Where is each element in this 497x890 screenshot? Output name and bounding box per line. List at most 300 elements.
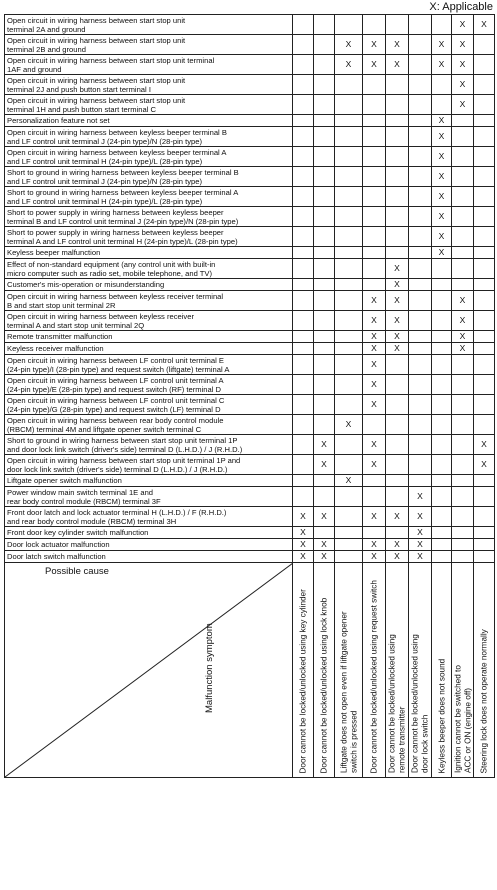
applicable-mark-cell <box>335 487 363 507</box>
applicable-mark-cell <box>314 167 335 187</box>
applicable-mark-cell <box>293 55 314 75</box>
table-row <box>5 507 495 527</box>
applicable-mark-cell <box>335 375 363 395</box>
applicable-mark-cell <box>314 95 335 115</box>
applicable-mark-cell: X <box>386 55 409 75</box>
table-row <box>5 415 495 435</box>
table-row <box>5 311 495 331</box>
diagonal-header-cell <box>5 563 293 778</box>
applicable-mark-cell <box>409 167 432 187</box>
applicable-mark-cell <box>293 207 314 227</box>
applicable-mark-cell <box>474 279 495 291</box>
symptom-header-cell <box>363 563 386 778</box>
applicable-mark-cell: X <box>363 435 386 455</box>
possible-cause-cell: Open circuit in wiring harness between keyless receiver terminal A and start stop unit terminal 2Q <box>5 311 293 331</box>
possible-cause-cell: Front door key cylinder switch malfunction <box>5 527 293 539</box>
table-row <box>5 551 495 563</box>
table-row <box>5 279 495 291</box>
applicable-mark-cell <box>474 247 495 259</box>
applicable-mark-cell: X <box>409 539 432 551</box>
applicable-mark-cell <box>335 279 363 291</box>
applicable-mark-cell <box>363 227 386 247</box>
applicable-mark-cell <box>432 507 452 527</box>
applicable-mark-cell <box>293 227 314 247</box>
applicable-mark-cell <box>432 279 452 291</box>
table-row <box>5 487 495 507</box>
possible-cause-cell: Door latch switch malfunction <box>5 551 293 563</box>
applicable-mark-cell: X <box>432 55 452 75</box>
applicable-mark-cell <box>335 311 363 331</box>
applicable-mark-cell: X <box>363 35 386 55</box>
possible-cause-cell: Effect of non-standard equipment (any control unit with built-in micro computer such as radio set, mobile telephone, and TV) <box>5 259 293 279</box>
applicable-mark-cell: X <box>293 551 314 563</box>
applicable-mark-cell: X <box>432 167 452 187</box>
applicable-mark-cell <box>386 147 409 167</box>
applicable-mark-cell: X <box>474 15 495 35</box>
applicable-mark-cell: X <box>432 207 452 227</box>
table-row <box>5 55 495 75</box>
applicable-mark-cell <box>293 395 314 415</box>
table-row <box>5 355 495 375</box>
applicable-mark-cell <box>314 147 335 167</box>
applicable-mark-cell <box>474 75 495 95</box>
symptom-header-cell <box>432 563 452 778</box>
applicable-mark-cell: X <box>335 475 363 487</box>
applicable-mark-cell: X <box>363 331 386 343</box>
symptom-header-cell <box>314 563 335 778</box>
possible-cause-cell: Open circuit in wiring harness between keyless beeper terminal B and LF control unit terminal J (24-pin type)/N (28-pin type) <box>5 127 293 147</box>
applicable-mark-cell <box>409 311 432 331</box>
applicable-mark-cell <box>314 355 335 375</box>
applicable-mark-cell <box>452 415 474 435</box>
possible-cause-cell: Open circuit in wiring harness between LF control unit terminal E (24-pin type)/I (28-pin type) and request switch (liftgate) terminal A <box>5 355 293 375</box>
applicable-mark-cell: X <box>363 507 386 527</box>
table-row <box>5 291 495 311</box>
applicable-mark-cell <box>432 539 452 551</box>
applicable-mark-cell <box>386 375 409 395</box>
table-row <box>5 455 495 475</box>
applicable-mark-cell <box>293 187 314 207</box>
applicable-mark-cell <box>409 259 432 279</box>
applicable-mark-cell <box>452 355 474 375</box>
table-row <box>5 75 495 95</box>
applicable-mark-cell <box>432 355 452 375</box>
applicable-mark-cell: X <box>314 435 335 455</box>
possible-cause-cell: Front door latch and lock actuator terminal H (L.H.D.) / F (R.H.D.) and rear body control module (RBCM) terminal 3H <box>5 507 293 527</box>
applicable-mark-cell <box>474 475 495 487</box>
applicable-mark-cell <box>293 487 314 507</box>
symptom-header-cell <box>409 563 432 778</box>
applicable-mark-cell <box>474 487 495 507</box>
symptom-label: Door cannot be locked/unlocked using door lock switch <box>410 634 429 773</box>
possible-cause-cell: Open circuit in wiring harness between start stop unit terminal 1P and door lock link switch (driver's side) terminal D (L.H.D.) / J (R.H.D.) <box>5 455 293 475</box>
applicable-mark-cell <box>386 115 409 127</box>
applicable-mark-cell <box>335 127 363 147</box>
applicable-mark-cell <box>335 227 363 247</box>
applicable-mark-cell <box>409 343 432 355</box>
applicable-mark-cell <box>474 507 495 527</box>
applicable-mark-cell <box>314 487 335 507</box>
applicable-mark-cell <box>409 331 432 343</box>
applicable-mark-cell <box>409 55 432 75</box>
applicable-mark-cell <box>314 247 335 259</box>
table-row <box>5 15 495 35</box>
applicable-mark-cell <box>363 259 386 279</box>
table-row <box>5 227 495 247</box>
applicable-mark-cell <box>474 227 495 247</box>
applicable-mark-cell: X <box>314 507 335 527</box>
applicable-mark-cell <box>314 375 335 395</box>
symptom-header-cell <box>386 563 409 778</box>
applicable-mark-cell: X <box>432 227 452 247</box>
possible-cause-cell: Liftgate opener switch malfunction <box>5 475 293 487</box>
applicable-mark-cell <box>409 95 432 115</box>
symptom-label: Door cannot be locked/unlocked using remote transmitter <box>387 634 406 773</box>
applicable-mark-cell <box>452 279 474 291</box>
applicable-mark-cell <box>335 247 363 259</box>
applicable-mark-cell <box>452 475 474 487</box>
applicable-mark-cell <box>293 291 314 311</box>
applicable-mark-cell <box>409 15 432 35</box>
applicable-mark-cell <box>452 455 474 475</box>
applicable-mark-cell <box>386 455 409 475</box>
applicable-mark-cell: X <box>452 15 474 35</box>
applicable-mark-cell <box>293 475 314 487</box>
applicable-mark-cell <box>432 435 452 455</box>
possible-cause-label: Possible cause <box>45 566 109 577</box>
applicable-mark-cell <box>474 331 495 343</box>
table-row <box>5 207 495 227</box>
applicable-mark-cell <box>363 487 386 507</box>
applicable-mark-cell <box>335 507 363 527</box>
possible-cause-cell: Open circuit in wiring harness between keyless receiver terminal B and start stop unit terminal 2R <box>5 291 293 311</box>
possible-cause-cell: Short to ground in wiring harness between keyless beeper terminal B and LF control unit terminal J (24-pin type)/N (28-pin type) <box>5 167 293 187</box>
applicable-mark-cell <box>335 187 363 207</box>
applicable-mark-cell <box>432 475 452 487</box>
applicable-mark-cell <box>314 331 335 343</box>
applicable-mark-cell: X <box>474 435 495 455</box>
symptom-label: Door cannot be locked/unlocked using lock knob <box>319 597 329 773</box>
applicable-mark-cell <box>452 527 474 539</box>
applicable-mark-cell <box>314 75 335 95</box>
applicable-mark-cell <box>474 291 495 311</box>
applicable-mark-cell <box>293 75 314 95</box>
applicable-mark-cell <box>314 227 335 247</box>
applicable-mark-cell: X <box>452 331 474 343</box>
applicable-mark-cell <box>314 527 335 539</box>
applicable-mark-cell <box>474 55 495 75</box>
applicable-mark-cell <box>386 527 409 539</box>
applicable-mark-cell: X <box>293 527 314 539</box>
possible-cause-cell: Customer's mis-operation or misunderstanding <box>5 279 293 291</box>
applicable-mark-cell: X <box>474 455 495 475</box>
applicable-mark-cell: X <box>386 279 409 291</box>
applicable-mark-cell: X <box>386 311 409 331</box>
applicable-mark-cell <box>409 435 432 455</box>
applicable-mark-cell: X <box>432 187 452 207</box>
applicable-mark-cell <box>452 551 474 563</box>
applicable-mark-cell: X <box>452 343 474 355</box>
applicable-mark-cell <box>409 127 432 147</box>
applicable-mark-cell <box>314 187 335 207</box>
possible-cause-cell: Short to ground in wiring harness between start stop unit terminal 1P and door lock link switch (driver's side) terminal D (L.H.D.) / J (R.H.D.) <box>5 435 293 455</box>
applicable-mark-cell <box>432 15 452 35</box>
applicable-mark-cell <box>386 355 409 375</box>
applicable-mark-cell: X <box>452 35 474 55</box>
applicable-mark-cell: X <box>293 507 314 527</box>
applicable-mark-cell <box>409 147 432 167</box>
applicable-mark-cell <box>335 527 363 539</box>
applicable-mark-cell <box>432 551 452 563</box>
applicable-mark-cell <box>386 127 409 147</box>
applicable-mark-cell <box>432 375 452 395</box>
applicable-mark-cell <box>293 259 314 279</box>
applicable-mark-cell <box>335 115 363 127</box>
possible-cause-cell: Open circuit in wiring harness between start stop unit terminal 1AF and ground <box>5 55 293 75</box>
applicable-mark-cell <box>314 127 335 147</box>
applicable-mark-cell <box>335 207 363 227</box>
applicable-mark-cell <box>335 259 363 279</box>
applicable-mark-cell <box>363 279 386 291</box>
applicable-mark-cell <box>335 95 363 115</box>
applicable-mark-cell <box>386 435 409 455</box>
applicable-mark-cell <box>432 331 452 343</box>
applicable-mark-cell <box>363 15 386 35</box>
applicable-mark-cell <box>363 115 386 127</box>
applicable-mark-cell <box>293 355 314 375</box>
table-row <box>5 375 495 395</box>
applicable-mark-cell <box>363 207 386 227</box>
table-row <box>5 475 495 487</box>
diagonal-line-icon <box>5 563 293 777</box>
applicable-mark-cell <box>293 331 314 343</box>
applicable-mark-cell <box>363 187 386 207</box>
applicable-mark-cell <box>293 415 314 435</box>
symptom-label: Door cannot be locked/unlocked using key cylinder <box>298 588 308 773</box>
applicable-mark-cell: X <box>363 291 386 311</box>
applicable-mark-cell <box>386 487 409 507</box>
applicable-mark-cell <box>335 395 363 415</box>
possible-cause-cell: Short to power supply in wiring harness between keyless beeper terminal A and LF control unit terminal H (24-pin type)/L (28-pin type) <box>5 227 293 247</box>
applicable-mark-cell <box>293 375 314 395</box>
applicable-mark-cell <box>474 395 495 415</box>
applicable-mark-cell <box>314 15 335 35</box>
applicable-mark-cell: X <box>314 551 335 563</box>
applicable-mark-cell: X <box>363 355 386 375</box>
applicable-mark-cell: X <box>386 291 409 311</box>
applicable-mark-cell <box>432 95 452 115</box>
applicable-mark-cell: X <box>386 343 409 355</box>
table-row <box>5 539 495 551</box>
applicable-mark-cell: X <box>452 311 474 331</box>
applicable-mark-cell <box>386 187 409 207</box>
possible-cause-cell: Open circuit in wiring harness between LF control unit terminal A (24-pin type)/E (28-pin type) and request switch (RF) terminal D <box>5 375 293 395</box>
applicable-mark-cell <box>363 147 386 167</box>
applicable-mark-cell: X <box>386 539 409 551</box>
applicable-mark-cell <box>293 115 314 127</box>
possible-cause-cell: Short to power supply in wiring harness between keyless beeper terminal B and LF control unit terminal J (24-pin type)/N (28-pin type) <box>5 207 293 227</box>
applicable-mark-cell <box>474 187 495 207</box>
applicable-mark-cell <box>363 75 386 95</box>
applicable-mark-cell <box>409 475 432 487</box>
applicable-mark-cell: X <box>386 259 409 279</box>
possible-cause-cell: Short to ground in wiring harness between keyless beeper terminal A and LF control unit terminal H (24-pin type)/L (28-pin type) <box>5 187 293 207</box>
applicable-mark-cell <box>474 375 495 395</box>
applicable-mark-cell <box>363 415 386 435</box>
applicable-mark-cell: X <box>363 375 386 395</box>
applicable-mark-cell <box>474 551 495 563</box>
applicable-mark-cell <box>409 35 432 55</box>
applicable-mark-cell <box>293 311 314 331</box>
applicable-mark-cell: X <box>363 551 386 563</box>
symptom-header-cell <box>474 563 495 778</box>
symptom-header-cell <box>335 563 363 778</box>
applicable-mark-cell <box>409 115 432 127</box>
applicable-mark-cell <box>363 247 386 259</box>
possible-cause-cell: Open circuit in wiring harness between LF control unit terminal C (24-pin type)/G (28-pin type) and request switch (LF) terminal D <box>5 395 293 415</box>
applicable-mark-cell <box>432 343 452 355</box>
symptom-label: Steering lock does not operate normally <box>479 628 489 773</box>
applicable-mark-cell <box>409 207 432 227</box>
applicable-mark-cell <box>386 167 409 187</box>
applicable-mark-cell <box>474 95 495 115</box>
applicable-mark-cell <box>314 115 335 127</box>
applicable-mark-cell <box>409 395 432 415</box>
table-row <box>5 247 495 259</box>
symptom-label: Keyless beeper does not sound <box>436 658 446 773</box>
applicable-mark-cell: X <box>432 35 452 55</box>
applicable-mark-cell <box>314 279 335 291</box>
applicable-mark-cell <box>386 95 409 115</box>
possible-cause-cell: Open circuit in wiring harness between start stop unit terminal 2J and push button start terminal I <box>5 75 293 95</box>
applicable-mark-cell <box>409 375 432 395</box>
applicable-mark-cell <box>363 127 386 147</box>
possible-cause-cell: Keyless beeper malfunction <box>5 247 293 259</box>
applicable-mark-cell <box>314 475 335 487</box>
applicable-mark-cell <box>432 259 452 279</box>
applicable-mark-cell <box>409 187 432 207</box>
applicable-mark-cell <box>474 207 495 227</box>
table-row <box>5 187 495 207</box>
possible-cause-cell: Open circuit in wiring harness between start stop unit terminal 2B and ground <box>5 35 293 55</box>
applicable-mark-cell <box>474 527 495 539</box>
applicable-mark-cell <box>409 75 432 95</box>
possible-cause-cell: Remote transmitter malfunction <box>5 331 293 343</box>
applicable-mark-cell <box>432 415 452 435</box>
applicable-mark-cell <box>363 167 386 187</box>
applicable-mark-cell <box>452 247 474 259</box>
applicable-mark-cell: X <box>335 415 363 435</box>
table-row <box>5 331 495 343</box>
applicable-mark-cell <box>293 167 314 187</box>
possible-cause-cell: Open circuit in wiring harness between start stop unit terminal 1H and push button start terminal C <box>5 95 293 115</box>
applicable-mark-cell: X <box>363 55 386 75</box>
applicable-mark-cell <box>432 311 452 331</box>
legend-applicable: X: Applicable <box>429 1 493 13</box>
applicable-mark-cell <box>335 291 363 311</box>
table-row <box>5 395 495 415</box>
table-row <box>5 435 495 455</box>
applicable-mark-cell <box>335 355 363 375</box>
applicable-mark-cell <box>293 343 314 355</box>
applicable-mark-cell <box>363 527 386 539</box>
applicable-mark-cell <box>335 551 363 563</box>
possible-cause-cell: Open circuit in wiring harness between start stop unit terminal 2A and ground <box>5 15 293 35</box>
table-row <box>5 167 495 187</box>
applicable-mark-cell <box>335 455 363 475</box>
applicable-mark-cell <box>314 395 335 415</box>
applicable-mark-cell: X <box>452 75 474 95</box>
applicable-mark-cell <box>386 395 409 415</box>
applicable-mark-cell <box>452 507 474 527</box>
symptom-label: Door cannot be locked/unlocked using request switch <box>369 579 379 773</box>
applicable-mark-cell <box>409 455 432 475</box>
symptom-header-cell <box>293 563 314 778</box>
applicable-mark-cell <box>452 187 474 207</box>
applicable-mark-cell <box>452 147 474 167</box>
table-row <box>5 127 495 147</box>
applicable-mark-cell <box>293 127 314 147</box>
possible-cause-cell: Personalization feature not set <box>5 115 293 127</box>
applicable-mark-cell <box>314 343 335 355</box>
applicable-mark-cell <box>474 539 495 551</box>
applicable-mark-cell <box>474 343 495 355</box>
applicable-mark-cell: X <box>452 95 474 115</box>
applicable-mark-cell <box>386 247 409 259</box>
applicable-mark-cell <box>452 435 474 455</box>
applicable-mark-cell <box>314 35 335 55</box>
applicable-mark-cell <box>452 207 474 227</box>
applicable-mark-cell: X <box>335 55 363 75</box>
applicable-mark-cell <box>335 331 363 343</box>
applicable-mark-cell <box>335 343 363 355</box>
applicable-mark-cell <box>314 311 335 331</box>
applicable-mark-cell: X <box>409 487 432 507</box>
applicable-mark-cell <box>293 455 314 475</box>
diagnosis-matrix-table <box>4 14 495 778</box>
applicable-mark-cell <box>452 539 474 551</box>
applicable-mark-cell: X <box>363 311 386 331</box>
malfunction-symptom-label: Malfunction symptom <box>204 623 215 713</box>
applicable-mark-cell <box>314 259 335 279</box>
applicable-mark-cell <box>314 55 335 75</box>
table-row <box>5 527 495 539</box>
possible-cause-cell: Door lock actuator malfunction <box>5 539 293 551</box>
applicable-mark-cell <box>293 279 314 291</box>
applicable-mark-cell: X <box>386 331 409 343</box>
applicable-mark-cell <box>432 527 452 539</box>
applicable-mark-cell <box>293 95 314 115</box>
applicable-mark-cell <box>386 75 409 95</box>
applicable-mark-cell <box>386 15 409 35</box>
applicable-mark-cell: X <box>432 247 452 259</box>
applicable-mark-cell <box>335 167 363 187</box>
applicable-mark-cell: X <box>452 55 474 75</box>
applicable-mark-cell <box>363 475 386 487</box>
applicable-mark-cell <box>452 115 474 127</box>
table-row <box>5 259 495 279</box>
applicable-mark-cell <box>363 95 386 115</box>
possible-cause-cell: Power window main switch terminal 1E and rear body control module (RBCM) terminal 3F <box>5 487 293 507</box>
applicable-mark-cell <box>386 227 409 247</box>
applicable-mark-cell: X <box>452 291 474 311</box>
applicable-mark-cell: X <box>314 539 335 551</box>
applicable-mark-cell <box>452 487 474 507</box>
table-row <box>5 35 495 55</box>
applicable-mark-cell <box>335 147 363 167</box>
applicable-mark-cell <box>474 355 495 375</box>
symptom-label: Ignition cannot be switched to ACC or ON (engine off) <box>453 665 472 773</box>
